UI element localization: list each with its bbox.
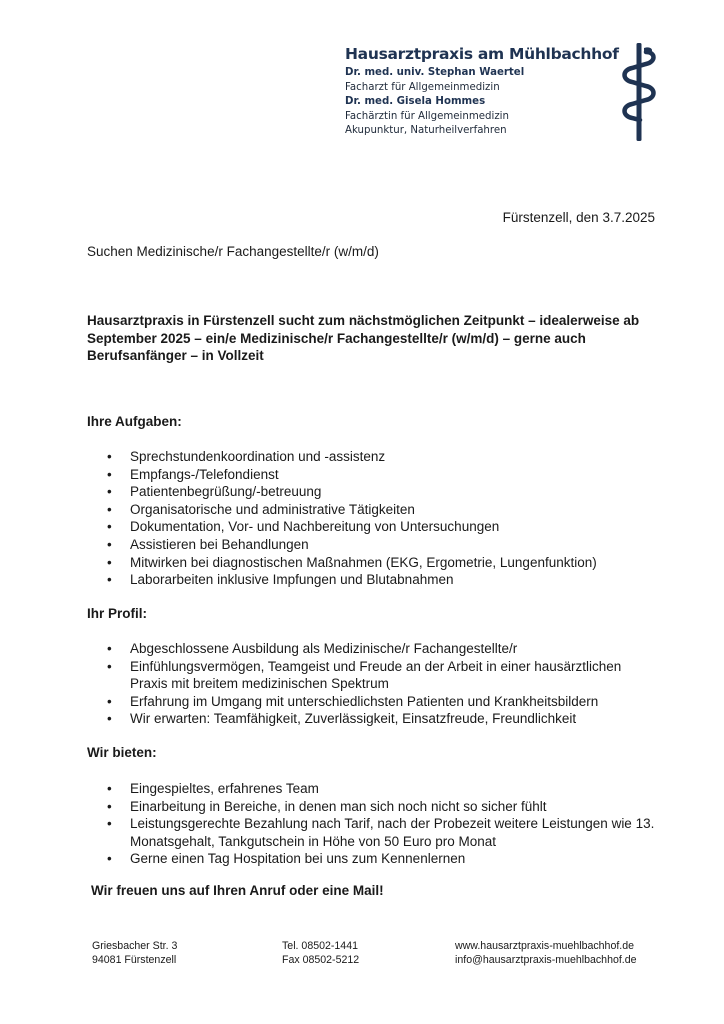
doctor2-name: Dr. med. Gisela Hommes [345,96,486,108]
footer-phone: Tel. 08502-1441 [282,940,358,952]
footer-contact [282,939,359,968]
letter-subject: Suchen Medizinische/r Fachangestellte/r (w/m/d) [87,244,379,259]
job-intro: Hausarztpraxis in Fürstenzell sucht zum nächstmöglichen Zeitpunkt – idealerweise ab September 2025 – ein/e Medizinische/r Fachangestellte/r (w/m/d) – gerne auch Berufsanfänger – in Vollzeit [87,313,640,363]
footer-fax: Fax 08502-5212 [282,954,360,967]
practice-name: Hausarztpraxis am Mühlbachhof [345,45,619,63]
list-item: • Leistungsgerechte Bezahlung nach Tarif, nach der Probezeit weitere Leistungen wie 13. Monatsgehalt, Tankgutschein in Höhe von 50 Euro pro Monat [87,815,659,850]
section-title-profil: Ihr Profil: [87,606,147,621]
profil-list [87,640,659,728]
list-item: • Gerne einen Tag Hospitation bei uns zum Kennenlernen [87,850,659,868]
footer-street: Griesbacher Str. 3 [92,940,178,952]
list-item: • Erfahrung im Umgang mit unterschiedlichsten Patienten und Krankheitsbildern [87,693,659,711]
footer-online [455,939,637,968]
section-title-bieten: Wir bieten: [87,745,157,760]
list-item: • Dokumentation, Vor- und Nachbereitung von Untersuchungen [87,518,659,536]
list-item: • Empfangs-/Telefondienst [87,466,659,484]
doctor2-title: Fachärztin für Allgemeinmedizin [345,110,509,122]
aufgaben-list [87,448,659,589]
list-item: • Laborarbeiten inklusive Impfungen und Blutabnahmen [87,571,659,589]
list-item: • Abgeschlossene Ausbildung als Medizinische/r Fachangestellte/r [87,640,659,658]
section-title-aufgaben: Ihre Aufgaben: [87,414,182,429]
letter-date: Fürstenzell, den 3.7.2025 [502,210,655,225]
list-item: • Einfühlungsvermögen, Teamgeist und Freude an der Arbeit in einer hausärztlichen Praxis mit breitem medizinischen Spektrum [87,658,659,693]
list-item: • Sprechstundenkoordination und -assistenz [87,448,659,466]
list-item: • Einarbeitung in Bereiche, in denen man sich noch nicht so sicher fühlt [87,798,659,816]
doctor1-name: Dr. med. univ. Stephan Waertel [345,67,525,78]
list-item: • Organisatorische und administrative Tätigkeiten [87,501,659,519]
footer-city: 94081 Fürstenzell [92,954,177,967]
footer-email[interactable]: info@hausarztpraxis-muehlbachhof.de [455,954,637,967]
list-item: • Assistieren bei Behandlungen [87,536,659,554]
footer-website[interactable]: www.hausarztpraxis-muehlbachhof.de [455,940,635,952]
footer-address [92,939,177,968]
bieten-list [87,780,659,868]
closing-line: Wir freuen uns auf Ihren Anruf oder eine Mail! [91,883,384,898]
list-item: • Eingespieltes, erfahrenes Team [87,780,659,798]
staff-of-asclepius-icon [620,42,658,142]
letterhead [345,44,619,139]
list-item: • Mitwirken bei diagnostischen Maßnahmen (EKG, Ergometrie, Lungenfunktion) [87,554,659,572]
list-item: • Patientenbegrüßung/-betreuung [87,483,659,501]
list-item: • Wir erwarten: Teamfähigkeit, Zuverlässigkeit, Einsatzfreude, Freundlichkeit [87,710,659,728]
practice-specialties: Akupunktur, Naturheilverfahren [345,125,507,137]
doctor1-title: Facharzt für Allgemeinmedizin [345,81,500,93]
